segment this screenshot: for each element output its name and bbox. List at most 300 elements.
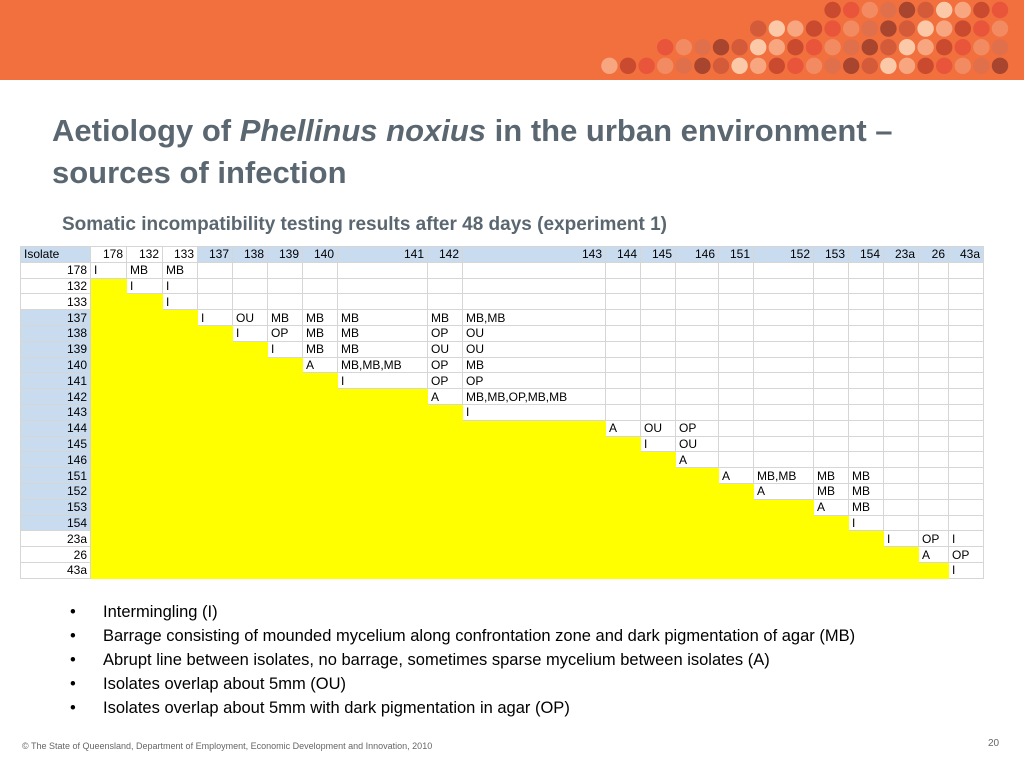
table-cell	[233, 341, 268, 357]
table-cell	[233, 389, 268, 405]
table-cell	[884, 468, 919, 484]
table-cell	[919, 452, 949, 468]
table-cell	[919, 357, 949, 373]
table-cell	[919, 562, 949, 578]
table-cell: MB	[428, 310, 463, 326]
row-header: 145	[21, 436, 91, 452]
table-cell: MB	[338, 325, 428, 341]
table-cell	[198, 278, 233, 294]
table-cell	[198, 562, 233, 578]
table-cell	[641, 468, 676, 484]
table-cell	[463, 499, 606, 515]
column-header: 143	[463, 247, 606, 263]
table-cell	[163, 452, 198, 468]
bullet-icon: •	[70, 699, 76, 717]
row-header: 142	[21, 389, 91, 405]
table-cell	[949, 515, 984, 531]
title-part-1: Aetiology of	[52, 113, 240, 148]
table-cell	[606, 483, 641, 499]
table-cell	[919, 262, 949, 278]
table-cell: I	[233, 325, 268, 341]
table-cell	[641, 404, 676, 420]
table-cell	[303, 531, 338, 547]
table-cell: I	[884, 531, 919, 547]
table-cell	[949, 262, 984, 278]
decor-dot	[769, 58, 785, 74]
decor-dot	[713, 58, 729, 74]
table-cell: MB,MB,OP,MB,MB	[463, 389, 606, 405]
table-cell	[233, 452, 268, 468]
row-header: 143	[21, 404, 91, 420]
table-cell	[463, 420, 606, 436]
column-header: 151	[719, 247, 754, 263]
table-row	[21, 310, 984, 326]
column-header: 139	[268, 247, 303, 263]
decor-dot	[843, 2, 859, 18]
table-cell	[198, 452, 233, 468]
table-cell	[268, 468, 303, 484]
table-cell	[91, 436, 127, 452]
legend-item-text: Abrupt line between isolates, no barrage, sometimes sparse mycelium between isolates (A)	[103, 651, 770, 669]
table-cell	[884, 499, 919, 515]
table-cell	[719, 357, 754, 373]
table-cell	[884, 325, 919, 341]
row-header: 153	[21, 499, 91, 515]
table-cell	[91, 278, 127, 294]
decor-dot	[862, 2, 878, 18]
table-cell	[719, 547, 754, 563]
table-cell	[949, 341, 984, 357]
decor-dot	[787, 58, 803, 74]
table-cell	[268, 373, 303, 389]
decor-dot	[917, 20, 933, 36]
table-cell	[268, 452, 303, 468]
table-cell	[91, 531, 127, 547]
table-cell	[338, 389, 428, 405]
table-cell	[463, 531, 606, 547]
table-cell	[849, 262, 884, 278]
table-cell	[814, 404, 849, 420]
table-cell	[163, 420, 198, 436]
header-banner	[0, 0, 1024, 80]
table-cell	[814, 262, 849, 278]
table-cell	[163, 468, 198, 484]
table-cell	[91, 404, 127, 420]
table-cell	[849, 420, 884, 436]
table-cell	[163, 562, 198, 578]
table-cell: MB	[338, 341, 428, 357]
table-cell: MB	[163, 262, 198, 278]
decor-dot	[973, 58, 989, 74]
table-cell	[641, 310, 676, 326]
table-cell	[127, 515, 163, 531]
table-cell	[91, 389, 127, 405]
title-part-2: in the urban environment – sources of infection	[52, 113, 893, 190]
table-cell	[884, 373, 919, 389]
table-cell	[606, 373, 641, 389]
table-cell	[719, 325, 754, 341]
table-cell	[91, 294, 127, 310]
table-cell	[268, 436, 303, 452]
table-cell	[606, 452, 641, 468]
table-cell: MB	[303, 310, 338, 326]
table-cell	[641, 562, 676, 578]
table-cell: MB	[303, 341, 338, 357]
table-cell	[676, 404, 719, 420]
table-cell: OU	[641, 420, 676, 436]
table-cell	[338, 562, 428, 578]
table-row	[21, 325, 984, 341]
table-cell	[198, 404, 233, 420]
row-header: 26	[21, 547, 91, 563]
table-cell	[198, 468, 233, 484]
table-cell	[198, 262, 233, 278]
incompatibility-matrix	[20, 246, 984, 579]
table-cell	[233, 547, 268, 563]
table-cell	[428, 547, 463, 563]
table-cell	[754, 452, 814, 468]
table-cell: A	[814, 499, 849, 515]
table-cell: OP	[463, 373, 606, 389]
table-cell	[884, 483, 919, 499]
decor-dot	[750, 58, 766, 74]
table-cell: I	[91, 262, 127, 278]
table-cell: OU	[463, 325, 606, 341]
table-cell	[428, 278, 463, 294]
table-cell	[949, 468, 984, 484]
table-cell	[268, 562, 303, 578]
table-cell	[719, 562, 754, 578]
table-cell	[754, 436, 814, 452]
table-cell: MB	[849, 483, 884, 499]
table-cell: MB	[814, 468, 849, 484]
table-cell	[641, 262, 676, 278]
table-cell	[233, 483, 268, 499]
table-subtitle: Somatic incompatibility testing results after 48 days (experiment 1)	[62, 214, 668, 235]
row-header: 139	[21, 341, 91, 357]
table-cell: MB	[303, 325, 338, 341]
table-cell	[754, 499, 814, 515]
table-cell	[754, 357, 814, 373]
column-header: 138	[233, 247, 268, 263]
table-cell	[127, 483, 163, 499]
table-cell	[814, 452, 849, 468]
column-header: 152	[754, 247, 814, 263]
table-cell: I	[163, 278, 198, 294]
table-cell	[849, 341, 884, 357]
table-cell	[814, 531, 849, 547]
table-cell	[676, 389, 719, 405]
table-cell	[949, 373, 984, 389]
column-header: 132	[127, 247, 163, 263]
table-cell	[338, 436, 428, 452]
table-cell	[606, 547, 641, 563]
decor-dot	[917, 2, 933, 18]
table-cell	[163, 341, 198, 357]
table-cell	[606, 294, 641, 310]
decor-dot	[880, 39, 896, 55]
decor-dot	[824, 39, 840, 55]
table-cell	[676, 531, 719, 547]
table-cell	[949, 389, 984, 405]
table-cell	[303, 436, 338, 452]
page-number: 20	[988, 738, 1000, 749]
table-cell	[719, 389, 754, 405]
table-cell	[919, 373, 949, 389]
table-cell	[428, 294, 463, 310]
table-cell	[127, 341, 163, 357]
row-header: 137	[21, 310, 91, 326]
row-header: 138	[21, 325, 91, 341]
decor-dot	[899, 2, 915, 18]
table-cell	[163, 515, 198, 531]
table-cell	[719, 310, 754, 326]
decor-dot	[880, 58, 896, 74]
table-cell	[754, 310, 814, 326]
table-cell	[884, 562, 919, 578]
table-row	[21, 420, 984, 436]
row-header: 23a	[21, 531, 91, 547]
table-cell	[463, 436, 606, 452]
table-cell	[814, 341, 849, 357]
decor-dot	[657, 58, 673, 74]
table-cell	[163, 325, 198, 341]
table-cell: I	[338, 373, 428, 389]
decor-dot	[731, 39, 747, 55]
table-cell	[641, 278, 676, 294]
table-cell	[127, 310, 163, 326]
decor-dot	[973, 39, 989, 55]
table-cell	[676, 262, 719, 278]
table-cell	[268, 531, 303, 547]
table-cell	[814, 420, 849, 436]
table-cell: I	[163, 294, 198, 310]
table-cell	[949, 483, 984, 499]
decor-dot	[787, 20, 803, 36]
decor-dot	[862, 39, 878, 55]
column-header: 137	[198, 247, 233, 263]
table-cell	[754, 531, 814, 547]
decor-dot	[955, 58, 971, 74]
table-cell	[884, 547, 919, 563]
table-row	[21, 468, 984, 484]
decor-dot	[936, 39, 952, 55]
table-cell: MB	[127, 262, 163, 278]
table-row	[21, 547, 984, 563]
table-cell	[428, 262, 463, 278]
table-cell: OU	[676, 436, 719, 452]
table-cell	[127, 420, 163, 436]
table-cell	[719, 262, 754, 278]
decor-dot	[694, 58, 710, 74]
table-cell	[233, 515, 268, 531]
table-cell	[754, 325, 814, 341]
table-cell	[338, 452, 428, 468]
table-cell	[91, 420, 127, 436]
table-cell	[338, 468, 428, 484]
table-cell	[919, 389, 949, 405]
table-cell	[676, 499, 719, 515]
table-cell	[849, 404, 884, 420]
table-row	[21, 357, 984, 373]
table-cell: OP	[949, 547, 984, 563]
table-cell	[606, 515, 641, 531]
table-cell	[949, 357, 984, 373]
table-cell	[268, 262, 303, 278]
table-cell	[303, 404, 338, 420]
table-cell	[303, 262, 338, 278]
column-header: 178	[91, 247, 127, 263]
table-cell	[268, 499, 303, 515]
table-cell: I	[268, 341, 303, 357]
table-cell	[428, 452, 463, 468]
table-cell	[127, 373, 163, 389]
table-cell	[428, 468, 463, 484]
decor-dot	[880, 2, 896, 18]
table-cell: I	[127, 278, 163, 294]
table-cell: MB,MB	[463, 310, 606, 326]
table-cell	[163, 499, 198, 515]
table-cell	[849, 310, 884, 326]
table-cell	[233, 262, 268, 278]
table-cell	[303, 499, 338, 515]
table-cell	[338, 531, 428, 547]
table-cell	[849, 389, 884, 405]
table-cell	[814, 436, 849, 452]
table-cell	[676, 341, 719, 357]
footer-copyright: © The State of Queensland, Department of Employment, Economic Development and Innovation, 2010	[22, 741, 433, 751]
table-cell	[949, 278, 984, 294]
table-cell	[719, 278, 754, 294]
table-cell	[338, 278, 428, 294]
table-cell	[754, 547, 814, 563]
table-cell	[814, 515, 849, 531]
table-cell: OU	[233, 310, 268, 326]
table-cell	[754, 420, 814, 436]
table-cell	[754, 373, 814, 389]
table-cell: OP	[428, 373, 463, 389]
row-header: 43a	[21, 562, 91, 578]
table-cell	[949, 452, 984, 468]
table-cell	[338, 515, 428, 531]
table-row	[21, 515, 984, 531]
table-cell	[719, 531, 754, 547]
table-cell	[233, 373, 268, 389]
decor-dot	[862, 20, 878, 36]
column-header: 43a	[949, 247, 984, 263]
table-cell	[814, 562, 849, 578]
decor-dot	[806, 58, 822, 74]
table-cell	[163, 531, 198, 547]
decorative-dots-pattern	[0, 0, 1024, 80]
table-cell	[268, 357, 303, 373]
table-cell	[303, 547, 338, 563]
table-cell	[127, 547, 163, 563]
table-cell	[884, 357, 919, 373]
table-cell	[268, 483, 303, 499]
table-cell	[606, 499, 641, 515]
table-cell	[849, 278, 884, 294]
decor-dot	[955, 2, 971, 18]
row-header: 151	[21, 468, 91, 484]
table-cell	[338, 420, 428, 436]
table-cell	[198, 483, 233, 499]
table-cell	[849, 436, 884, 452]
table-cell	[814, 373, 849, 389]
decor-dot	[769, 20, 785, 36]
table-cell	[198, 341, 233, 357]
table-cell	[163, 404, 198, 420]
decor-dot	[992, 20, 1008, 36]
bullet-icon: •	[70, 651, 76, 669]
table-cell: MB	[338, 310, 428, 326]
table-cell: A	[606, 420, 641, 436]
legend-item-text: Barrage consisting of mounded mycelium along confrontation zone and dark pigmentation of agar (MB)	[103, 627, 856, 645]
bullet-icon: •	[70, 627, 76, 645]
column-header: 145	[641, 247, 676, 263]
row-header: 152	[21, 483, 91, 499]
table-cell	[849, 357, 884, 373]
table-cell	[641, 531, 676, 547]
table-cell: OP	[428, 357, 463, 373]
table-cell	[91, 325, 127, 341]
table-cell	[233, 499, 268, 515]
table-cell	[268, 547, 303, 563]
row-header: 141	[21, 373, 91, 389]
table-cell	[884, 452, 919, 468]
table-cell	[233, 562, 268, 578]
column-header: 153	[814, 247, 849, 263]
decor-dot	[806, 20, 822, 36]
legend-item-text: Intermingling (I)	[103, 603, 218, 621]
table-cell	[884, 262, 919, 278]
table-cell	[676, 562, 719, 578]
table-cell: OP	[919, 531, 949, 547]
table-cell: I	[949, 562, 984, 578]
table-cell	[949, 499, 984, 515]
decor-dot	[955, 20, 971, 36]
legend-item	[70, 600, 980, 624]
table-cell	[303, 452, 338, 468]
decor-dot	[992, 39, 1008, 55]
table-cell	[676, 357, 719, 373]
legend-item-text: Isolates overlap about 5mm (OU)	[103, 675, 347, 693]
table-cell	[163, 436, 198, 452]
table-cell	[919, 278, 949, 294]
decor-dot	[992, 58, 1008, 74]
table-cell	[463, 562, 606, 578]
table-cell	[428, 515, 463, 531]
table-cell	[641, 357, 676, 373]
table-cell: MB	[463, 357, 606, 373]
table-cell	[127, 468, 163, 484]
table-cell	[428, 499, 463, 515]
table-cell	[198, 436, 233, 452]
table-cell	[754, 562, 814, 578]
column-header: 146	[676, 247, 719, 263]
table-cell	[949, 325, 984, 341]
decor-dot	[676, 58, 692, 74]
table-cell	[463, 515, 606, 531]
legend-item	[70, 696, 980, 720]
table-cell	[606, 310, 641, 326]
table-cell	[198, 531, 233, 547]
column-header: 140	[303, 247, 338, 263]
table-cell: OP	[676, 420, 719, 436]
table-cell	[233, 436, 268, 452]
table-cell	[198, 499, 233, 515]
table-cell	[428, 436, 463, 452]
